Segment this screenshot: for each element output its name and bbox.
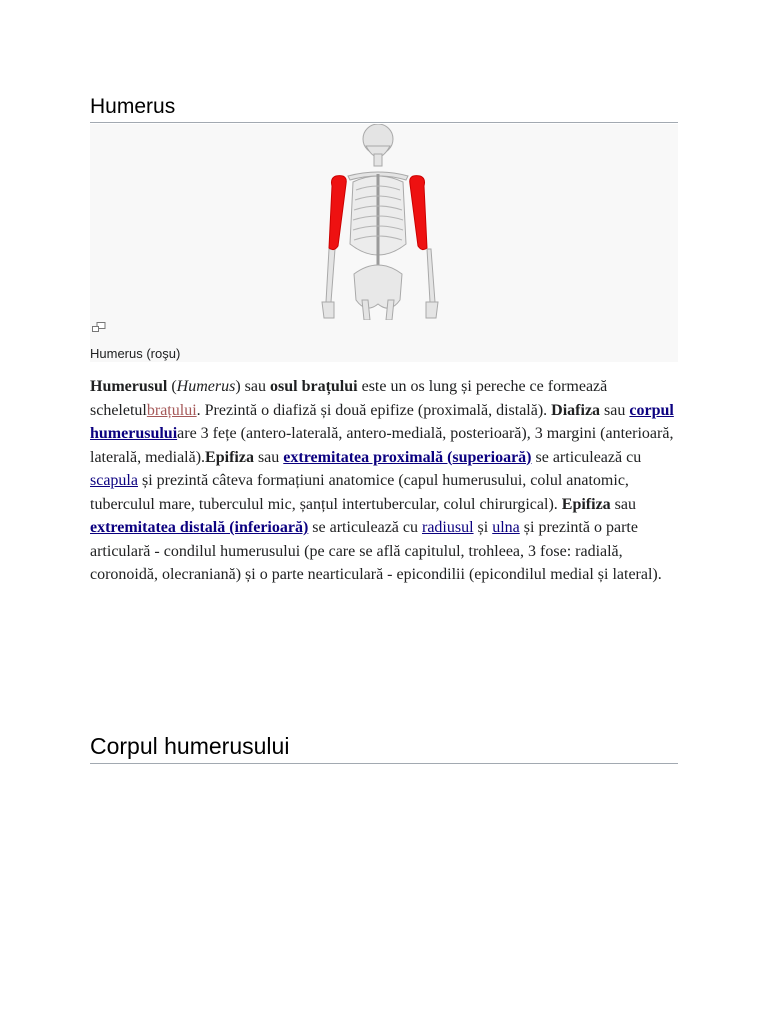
text: sau: [610, 495, 636, 513]
skeleton-image[interactable]: [318, 124, 456, 320]
magnify-clip-icon[interactable]: [92, 322, 106, 332]
thumbnail-figure: [90, 124, 678, 362]
text: și: [473, 519, 493, 536]
section-heading-humerus: Humerus: [90, 93, 678, 123]
term-epifiza-proximala: Epifiza: [205, 448, 254, 466]
text: . Prezintă o diafiză și două epifize (proximală, distală).: [196, 401, 552, 419]
link-bratului[interactable]: brațului: [146, 401, 197, 419]
text: se articulează cu: [308, 519, 422, 536]
term-diafiza: Diafiza: [551, 401, 601, 419]
link-corpul-humerusului[interactable]: corpul humerusului: [90, 401, 674, 442]
text: ) sau: [235, 378, 270, 395]
text: (: [167, 378, 177, 395]
link-radiusul[interactable]: radiusul: [422, 519, 474, 536]
term-osul-bratului: osul brațului: [270, 378, 358, 395]
term-epifiza-distala: Epifiza: [561, 495, 611, 513]
link-extremitatea-proximala[interactable]: extremitatea proximală (superioară): [283, 448, 532, 466]
link-extremitatea-distala[interactable]: extremitatea distală (inferioară): [90, 519, 309, 536]
figure-caption: Humerus (roşu): [90, 346, 181, 361]
latin-term: Humerus: [176, 378, 236, 395]
text: și prezintă câteva formațiuni anatomice (capul humerusului, colul anatomic, tuberculul mare, tuberculul mic, șanțul intertubercular, colul chirurgical).: [90, 472, 629, 513]
link-scapula[interactable]: scapula: [90, 472, 138, 489]
text: și prezintă o parte articulară - condilul humerusului (pe care se află capitulul, trohleea, 3 fose: radială, coronoidă, olecraniană) și o parte nearticulară - epicondilii (epicondilul medial și lateral).: [90, 519, 662, 583]
article-paragraph: [90, 375, 680, 587]
text: sau: [253, 448, 284, 466]
text: se articulează cu: [531, 448, 642, 466]
text: are 3 fețe (antero-laterală, antero-medială, posterioară), 3 margini (anterioară, laterală, medială).: [90, 425, 674, 466]
text: este un os lung și pereche ce formează scheletul: [90, 378, 608, 419]
text: sau: [600, 401, 630, 419]
link-ulna[interactable]: ulna: [492, 519, 520, 536]
term-humerusul: Humerusul: [90, 378, 168, 395]
section-heading-corpul-humerusului: Corpul humerusului: [90, 731, 678, 764]
